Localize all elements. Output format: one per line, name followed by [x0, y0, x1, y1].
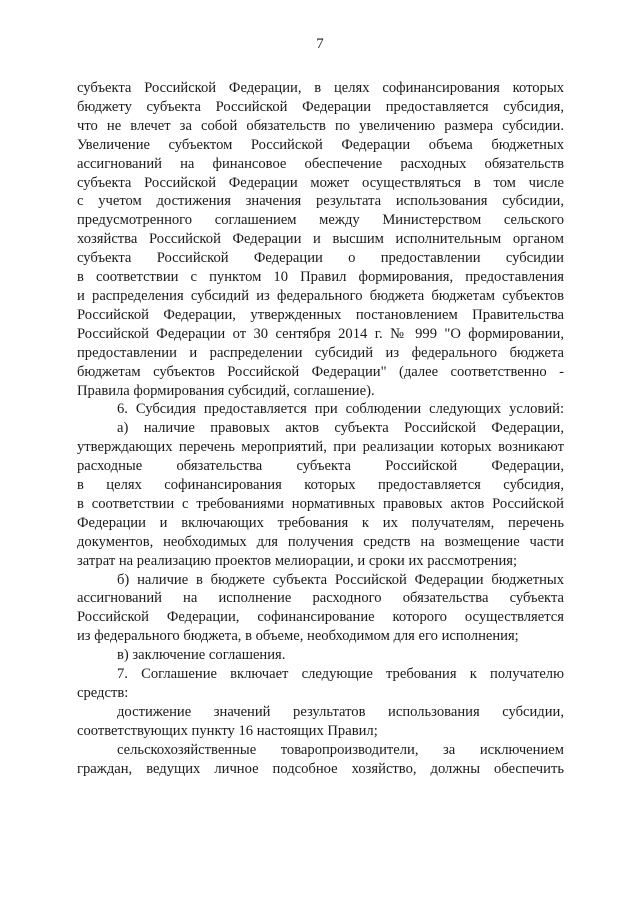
- text-line: в целях софинансирования которых предоставляется субсидия,: [77, 477, 564, 494]
- text-line: субъекта Российской Федерации, в целях софинансирования которых: [77, 80, 564, 96]
- text-line: достижение значений результатов использования субсидии,: [117, 703, 564, 720]
- text-line: Увеличение субъектом Российской Федерации объема бюджетных: [77, 136, 564, 153]
- document-body: [77, 79, 564, 779]
- text-line: граждан, ведущих личное подсобное хозяйство, должны обеспечить: [77, 760, 564, 777]
- text-line: средств:: [77, 685, 129, 701]
- text-line: бюджетам субъектов Российской Федерации" (далее соответственно -: [77, 363, 564, 380]
- text-line: предоставлении и распределении субсидий из федерального бюджета: [77, 344, 564, 361]
- text-line: 6. Субсидия предоставляется при соблюдении следующих условий:: [117, 401, 564, 418]
- text-line: субъекта Российской Федерации о предоставлении субсидии: [77, 250, 564, 267]
- text-line: б) наличие в бюджете субъекта Российской Федерации бюджетных: [117, 571, 564, 588]
- text-line: документов, необходимых для получения средств на возмещение части: [77, 533, 564, 550]
- text-line: Российской Федерации от 30 сентября 2014 г. № 999 "О формировании,: [77, 325, 564, 342]
- text-line: затрат на реализацию проектов мелиорации, и сроки их рассмотрения;: [77, 552, 518, 569]
- text-line: что не влечет за собой обязательств по увеличению размера субсидии.: [77, 117, 564, 134]
- text-line: Правила формирования субсидий, соглашение).: [77, 382, 375, 399]
- text-line: бюджету субъекта Российской Федерации предоставляется субсидия,: [77, 98, 564, 115]
- text-line: Российской Федерации, утвержденных постановлением Правительства: [77, 306, 564, 323]
- text-line: соответствующих пункту 16 настоящих Правил;: [77, 722, 378, 739]
- text-line: в соответствии с требованиями нормативных правовых актов Российской: [77, 495, 564, 512]
- text-line: в соответствии с пунктом 10 Правил формирования, предоставления: [77, 269, 564, 286]
- text-line: предусмотренного соглашением между Министерством сельского: [77, 212, 564, 229]
- text-line: ассигнований на исполнение расходного обязательства субъекта: [77, 590, 564, 607]
- text-line: 7. Соглашение включает следующие требования к получателю: [117, 666, 564, 683]
- text-line: а) наличие правовых актов субъекта Российской Федерации,: [117, 420, 564, 437]
- text-line: ассигнований на финансовое обеспечение расходных обязательств: [77, 155, 564, 172]
- text-line: из федерального бюджета, в объеме, необходимом для его исполнения;: [77, 628, 519, 645]
- text-line: сельскохозяйственные товаропроизводители, за исключением: [117, 741, 564, 758]
- page-number: 7: [316, 36, 324, 52]
- text-line: расходные обязательства субъекта Российской Федерации,: [77, 458, 564, 475]
- text-line: Российской Федерации, софинансирование которого осуществляется: [77, 609, 564, 626]
- text-line: субъекта Российской Федерации может осуществляться в том числе: [77, 174, 564, 191]
- text-line: с учетом достижения значения результата использования субсидии,: [77, 193, 564, 210]
- text-line: хозяйства Российской Федерации и высшим исполнительным органом: [77, 231, 564, 248]
- text-line: в) заключение соглашения.: [117, 647, 286, 664]
- text-line: и распределения субсидий из федерального бюджета бюджетам субъектов: [77, 287, 564, 304]
- text-line: Федерации и включающих требования к их получателям, перечень: [77, 514, 564, 531]
- text-line: утверждающих перечень мероприятий, при реализации которых возникают: [77, 439, 564, 456]
